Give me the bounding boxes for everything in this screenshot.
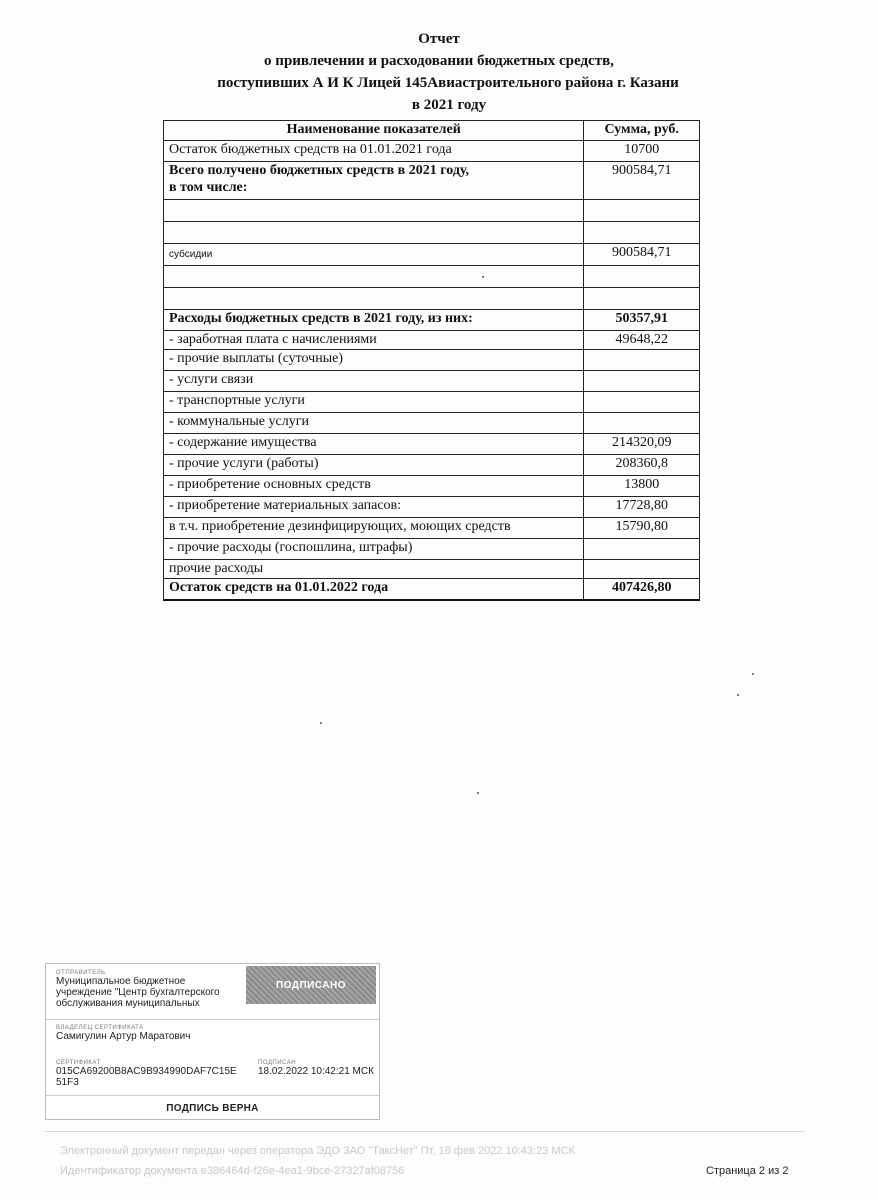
- row-name: - коммунальные услуги: [164, 413, 584, 434]
- scan-speck: [737, 694, 739, 696]
- row-value: [584, 350, 700, 371]
- row-name-line1: Всего получено бюджетных средств в 2021 году,: [169, 163, 470, 178]
- row-name: Остаток средств на 01.01.2022 года: [164, 579, 584, 601]
- row-value: [584, 560, 700, 579]
- row-name: - приобретение основных средств: [164, 476, 584, 497]
- signed-badge: ПОДПИСАНО: [246, 966, 376, 1004]
- row-name: [164, 222, 584, 244]
- row-value: [584, 222, 700, 244]
- row-value: 15790,80: [584, 518, 700, 539]
- row-name: - транспортные услуги: [164, 392, 584, 413]
- certificate-label: СЕРТИФИКАТ: [56, 1060, 101, 1066]
- row-name: - содержание имущества: [164, 434, 584, 455]
- row-value: 407426,80: [584, 579, 700, 601]
- row-name: [164, 266, 584, 288]
- row-value: 208360,8: [584, 455, 700, 476]
- row-name: субсидии: [164, 244, 584, 266]
- column-header-name: Наименование показателей: [164, 121, 584, 141]
- row-value: 214320,09: [584, 434, 700, 455]
- report-title: [0, 28, 878, 116]
- scan-speck: [752, 673, 754, 675]
- row-name: прочие расходы: [164, 560, 584, 579]
- row-name: в т.ч. приобретение дезинфицирующих, моющих средств: [164, 518, 584, 539]
- signature-verified: ПОДПИСЬ ВЕРНА: [166, 1102, 259, 1114]
- row-name: [164, 162, 584, 200]
- scan-speck: [320, 722, 322, 724]
- row-value: 50357,91: [584, 310, 700, 331]
- row-value: 900584,71: [584, 244, 700, 266]
- row-value: [584, 288, 700, 310]
- sender-value: Муниципальное бюджетное учреждение "Центр бухгалтерского обслуживания муниципальных: [56, 976, 220, 1009]
- divider: [46, 1095, 379, 1096]
- row-value: [584, 371, 700, 392]
- row-value: [584, 266, 700, 288]
- budget-report-table: [163, 120, 700, 601]
- row-value: 10700: [584, 141, 700, 162]
- title-line-4: в 2021 году: [411, 97, 487, 113]
- sender-block: [56, 970, 241, 1009]
- row-value: 900584,71: [584, 162, 700, 200]
- row-name: [164, 288, 584, 310]
- title-line-1: Отчет: [418, 31, 460, 47]
- owner-value: Самигулин Артур Маратович: [56, 1031, 191, 1042]
- certificate-block: [56, 1060, 241, 1088]
- row-name: Остаток бюджетных средств на 01.01.2021 года: [164, 141, 584, 162]
- document-id-note: Идентификатор документа e386464d-f26e-4ea1-9bce-27327af08756: [60, 1165, 405, 1177]
- row-value: [584, 392, 700, 413]
- signed-label: ПОДПИСАН: [258, 1060, 297, 1066]
- edo-operator-note: Электронный документ передан через оператора ЭДО ЗАО "ТаксНет" Пт, 18 фев 2022 10:43:23 МСК: [60, 1145, 575, 1157]
- row-value: [584, 539, 700, 560]
- row-name: - прочие услуги (работы): [164, 455, 584, 476]
- e-signature-stamp: [45, 963, 380, 1120]
- row-name-line2: в том числе:: [169, 180, 248, 195]
- scan-speck: [482, 276, 484, 278]
- signed-value: 18.02.2022 10:42:21 МСК: [258, 1066, 374, 1077]
- certificate-value: 015CA69200B8AC9B934990DAF7C15E51F3: [56, 1066, 237, 1088]
- column-header-sum: Сумма, руб.: [584, 121, 700, 141]
- row-name: - прочие выплаты (суточные): [164, 350, 584, 371]
- footer-divider: [45, 1131, 805, 1132]
- divider: [46, 1019, 379, 1020]
- row-value: 49648,22: [584, 331, 700, 350]
- owner-label: ВЛАДЕЛЕЦ СЕРТИФИКАТА: [56, 1025, 144, 1031]
- title-line-3: поступивших А И К Лицей 145Авиастроительного района г. Казани: [217, 75, 679, 91]
- row-value: [584, 200, 700, 222]
- owner-block: [56, 1025, 356, 1042]
- row-value: 13800: [584, 476, 700, 497]
- row-name: - услуги связи: [164, 371, 584, 392]
- row-name: - приобретение материальных запасов:: [164, 497, 584, 518]
- row-value: [584, 413, 700, 434]
- row-value: 17728,80: [584, 497, 700, 518]
- scan-speck: [477, 792, 479, 794]
- row-name: [164, 200, 584, 222]
- sender-label: ОТПРАВИТЕЛЬ: [56, 970, 106, 976]
- title-line-2: о привлечении и расходовании бюджетных средств,: [264, 53, 614, 69]
- row-name: Расходы бюджетных средств в 2021 году, из них:: [164, 310, 584, 331]
- signed-date-block: [258, 1060, 378, 1077]
- row-name: - заработная плата с начислениями: [164, 331, 584, 350]
- row-name: - прочие расходы (госпошлина, штрафы): [164, 539, 584, 560]
- page-number: Страница 2 из 2: [706, 1165, 789, 1177]
